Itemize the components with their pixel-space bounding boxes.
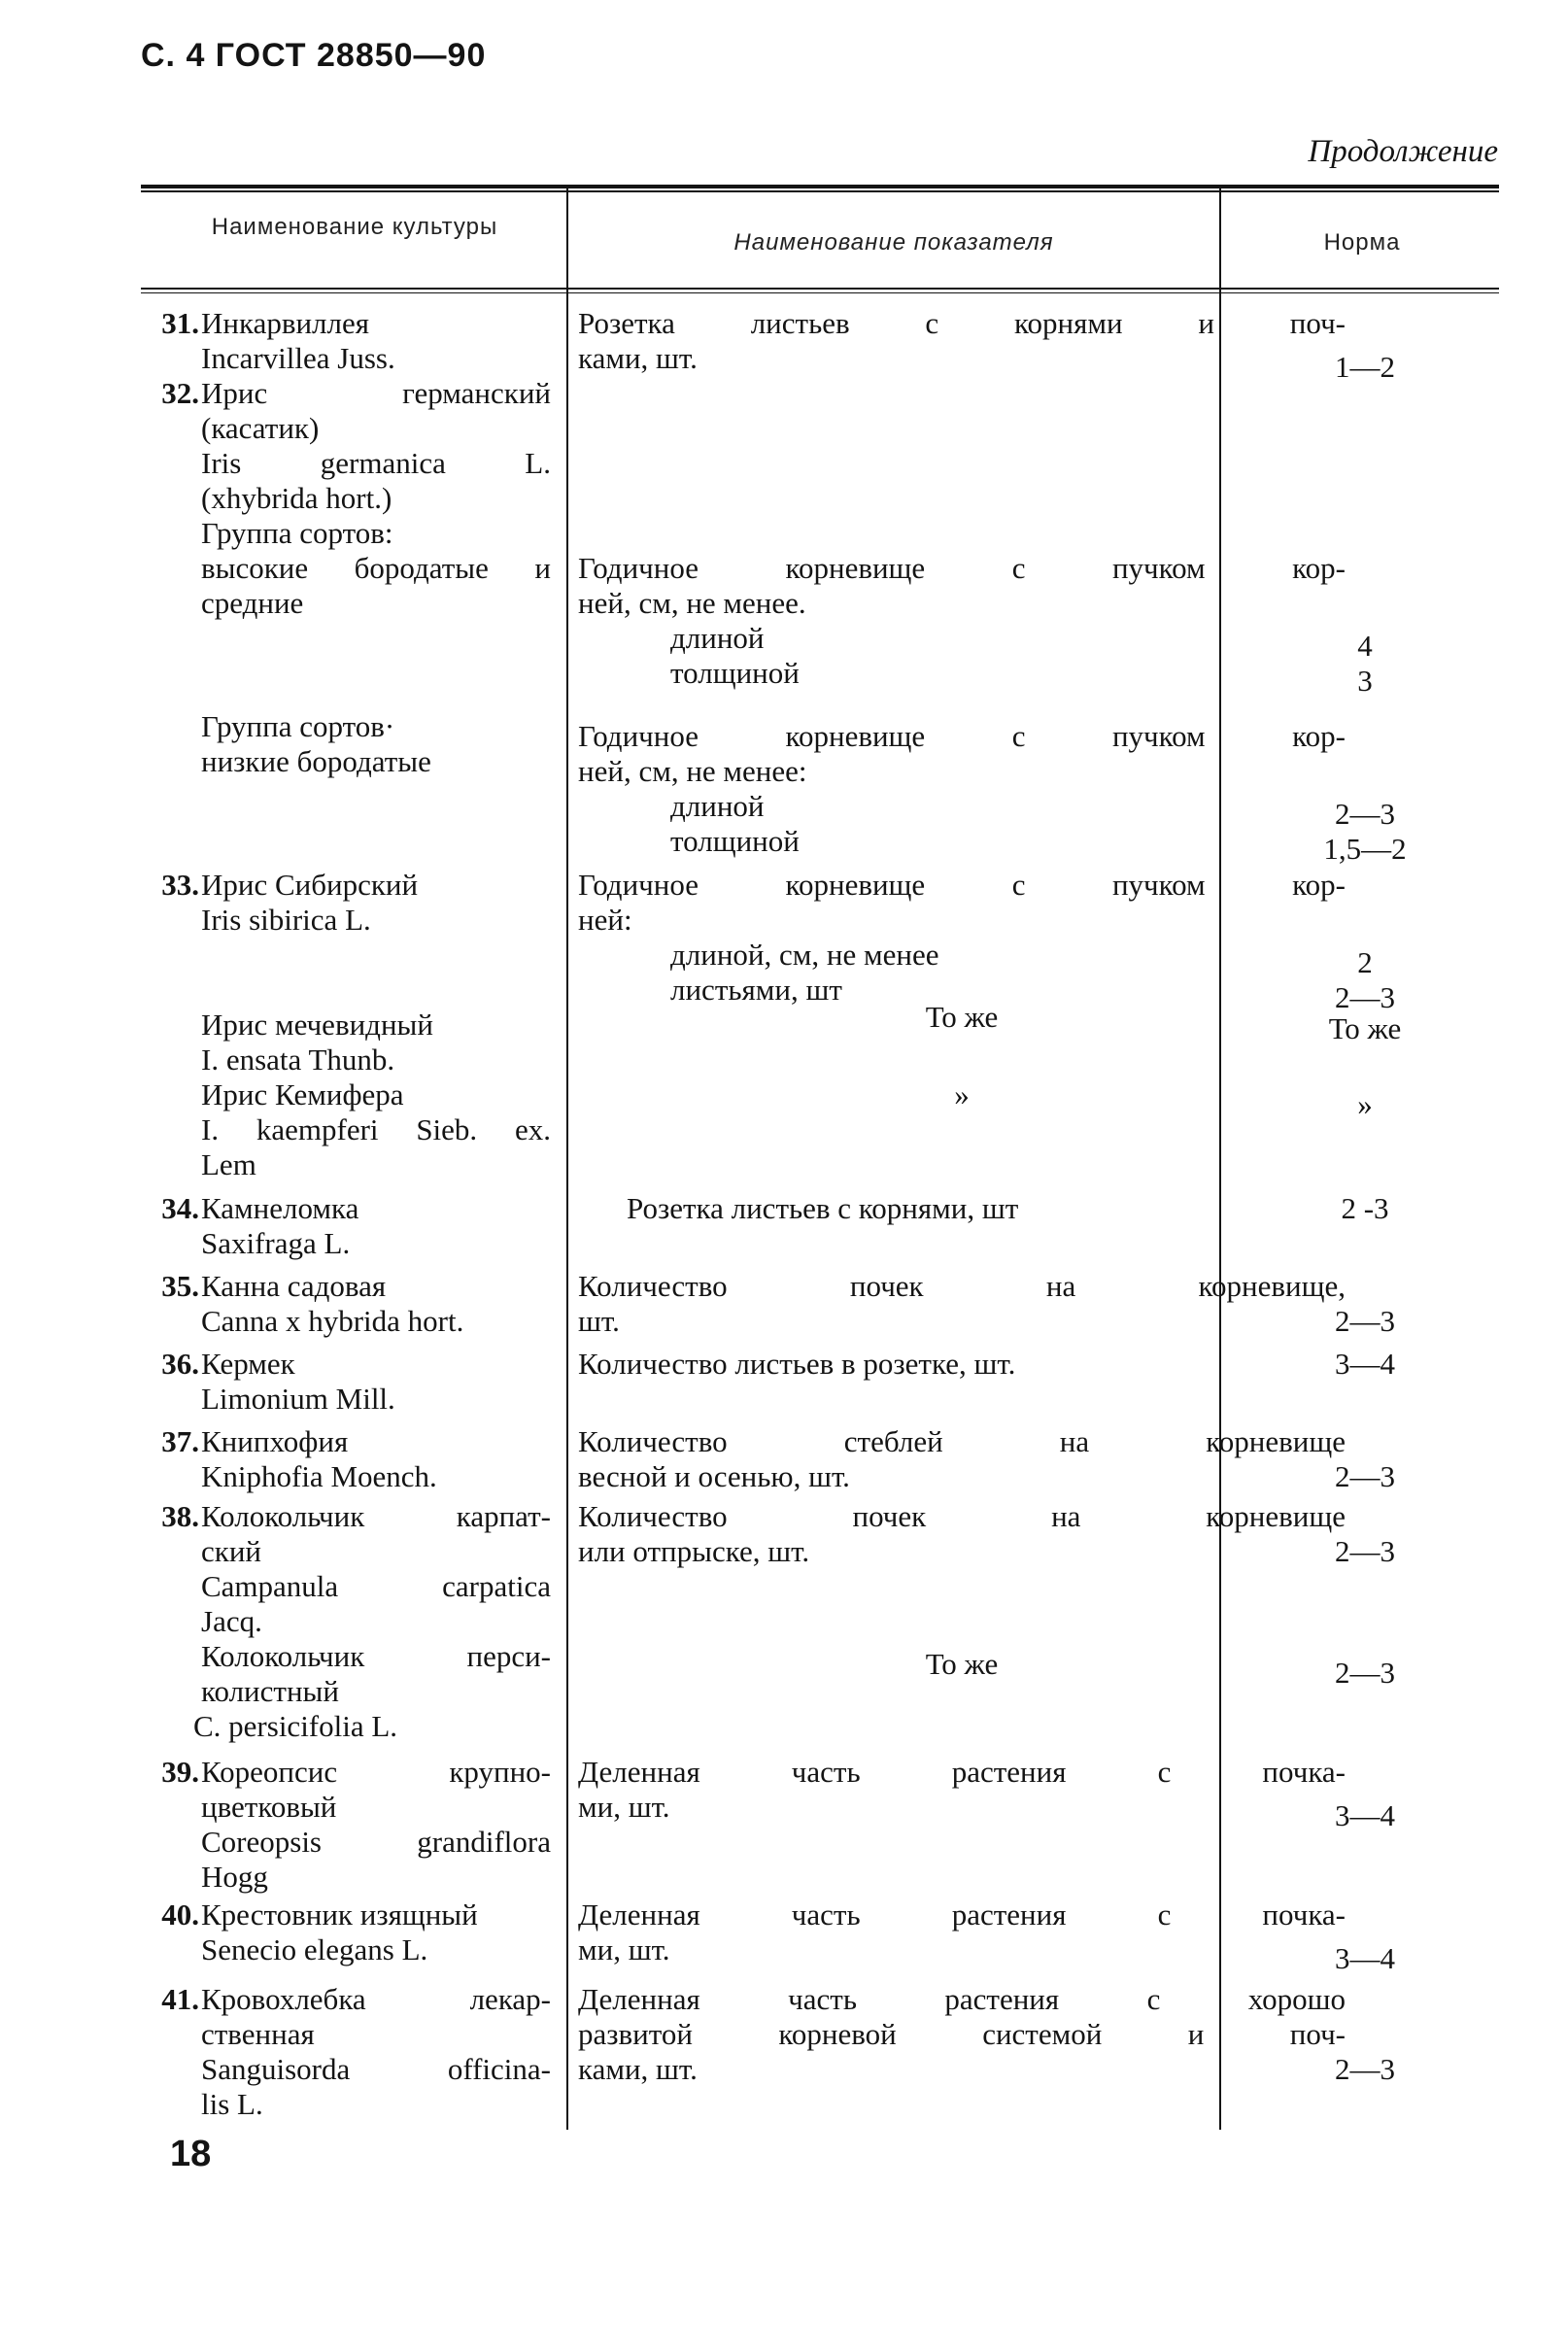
indicator: » — [954, 1077, 970, 1111]
culture-name: Крестовник изящный Senecio elegans L. — [201, 1898, 478, 1966]
indicator: То же — [925, 1000, 999, 1034]
culture-name: Кермек Limonium Mill. — [201, 1347, 395, 1416]
column-header-norm: Норма — [1323, 229, 1401, 256]
indicator: Деленная часть растения с почка- ми, шт. — [578, 1755, 1346, 1824]
indicator: Количество листьев в розетке, шт. — [578, 1347, 1016, 1381]
column-divider-2 — [1219, 188, 1221, 2130]
culture-name: Инкарвиллея Incarvillea Juss. — [201, 306, 395, 375]
document-header: С. 4 ГОСТ 28850—90 — [141, 37, 487, 74]
indicator: Деленная часть растения с хорошо развитой корневой системой и поч- ками, шт. — [578, 1982, 1346, 2086]
indicator: Годичное корневище с пучком кор- ней, см, не менее. длиной толщиной — [578, 551, 1346, 690]
continuation-label: Продолжение — [1308, 134, 1498, 169]
column-divider-1 — [566, 188, 568, 2130]
indicator: Количество почек на корневище или отпрыске, шт. — [578, 1499, 1346, 1568]
culture-name: Ирис мечевидный I. ensata Thunb. — [201, 1008, 433, 1077]
table-top-rule-thin — [141, 190, 1499, 192]
culture-name: Книпхофия Kniphofia Moench. — [201, 1424, 437, 1493]
row-number: 39. — [161, 1755, 199, 1789]
culture-name: Колокольчик карпат- ский Campanula carpatica Jacq. — [201, 1499, 551, 1638]
culture-name: Камнеломка Saxifraga L. — [201, 1191, 359, 1260]
indicator: Количество почек на корневище, шт. — [578, 1269, 1346, 1338]
culture-name: Ирис Кемифера I. kaempferi Sieb. ex. Lem — [201, 1077, 551, 1181]
row-number: 31. — [161, 306, 199, 340]
column-header-indicator: Наименование показателя — [733, 229, 1054, 256]
indicator: Деленная часть растения с почка- ми, шт. — [578, 1898, 1346, 1966]
culture-name: Ирис германский (касатик) Iris germanica L. (xhybrida hort.) Группа сортов: высокие бородатые и средние — [201, 376, 551, 620]
culture-name: Колокольчик перси- колистный C. persicifolia L. — [193, 1639, 551, 1743]
column-header-culture: Наименование культуры — [211, 214, 498, 240]
page-number: 18 — [170, 2134, 212, 2174]
culture-name: Канна садовая Canna x hybrida hort. — [201, 1269, 464, 1338]
culture-name: Ирис Сибирский Iris sibirica L. — [201, 868, 419, 937]
row-number: 38. — [161, 1499, 199, 1533]
header-bottom-rule — [141, 288, 1499, 290]
culture-name: Группа сортов· низкие бородатые — [201, 709, 431, 778]
culture-name: Кровохлебка лекар- ственная Sanguisorda officina- lis L. — [201, 1982, 551, 2121]
row-number: 37. — [161, 1424, 199, 1458]
header-bottom-rule-thin — [141, 292, 1499, 293]
indicator: Розетка листьев с корнями, шт — [627, 1191, 1019, 1225]
indicator: Розетка листьев с корнями и поч- ками, шт. — [578, 306, 1346, 375]
row-number: 41. — [161, 1982, 199, 2016]
indicator: Количество стеблей на корневище весной и осенью, шт. — [578, 1424, 1346, 1493]
row-number: 40. — [161, 1898, 199, 1932]
indicator: То же — [925, 1647, 999, 1681]
row-number: 34. — [161, 1191, 199, 1225]
indicator: Годичное корневище с пучком кор- ней: длиной, см, не менее листьями, шт — [578, 868, 1346, 1007]
culture-name: Кореопсис крупно- цветковый Coreopsis grandiflora Hogg — [201, 1755, 551, 1894]
row-number: 32. — [161, 376, 199, 410]
table-top-rule — [141, 185, 1499, 188]
row-number: 35. — [161, 1269, 199, 1303]
row-number: 36. — [161, 1347, 199, 1381]
row-number: 33. — [161, 868, 199, 902]
indicator: Годичное корневище с пучком кор- ней, см, не менее: длиной толщиной — [578, 719, 1346, 858]
